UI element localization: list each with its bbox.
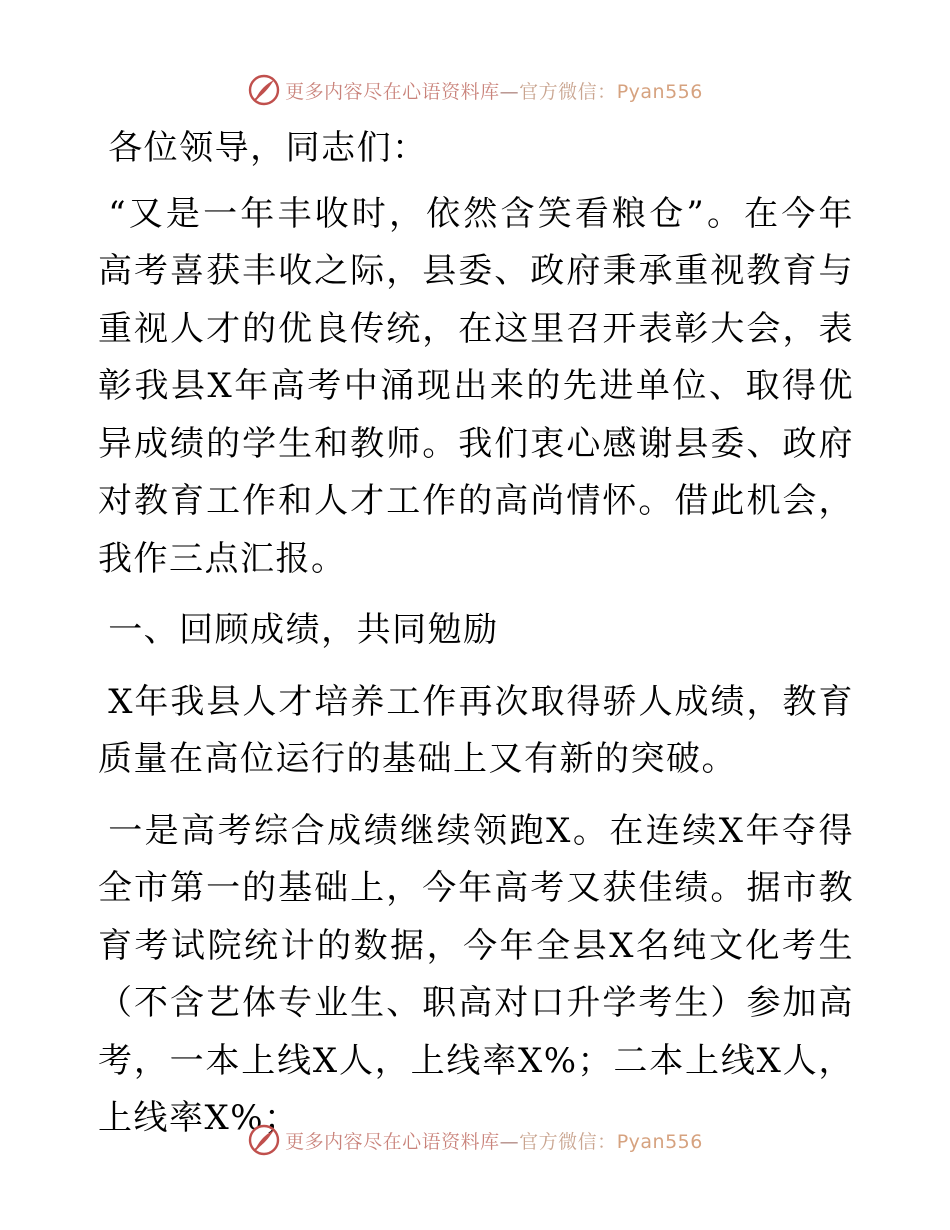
paragraph-exam-results: 一是高考综合成绩继续领跑X。在连续X年夺得全市第一的基础上，今年高考又获佳绩。据市教育考试院统计的数据，今年全县X名纯文化考生（不含艺体专业生、职高对口升学考生）参加高考，一本上线X人，上线率X%；二本上线X人，上线率X%； [98, 810, 854, 1138]
document-body [98, 120, 854, 1148]
watermark-text [285, 77, 703, 104]
section-heading-1: 一、回顾成绩，共同勉励 [108, 610, 499, 650]
feather-pen-logo-icon [247, 73, 281, 107]
watermark-wechat-id: Pyan556 [616, 80, 703, 103]
footer-watermark [0, 1122, 950, 1158]
header-watermark [0, 72, 950, 108]
watermark-wechat-label: 官方微信： [519, 80, 617, 103]
paragraph-opening: “又是一年丰收时，依然含笑看粮仓”。在今年高考喜获丰收之际，县委、政府秉承重视教育与重视人才的优良传统，在这里召开表彰大会，表彰我县X年高考中涌现出来的先进单位、取得优异成绩的学生和教师。我们衷心感谢县委、政府对教育工作和人才工作的高尚情怀。借此机会，我作三点汇报。 [98, 193, 854, 579]
watermark-dash: — [499, 1130, 520, 1153]
watermark-dash: — [499, 80, 520, 103]
watermark-site-name: 更多内容尽在心语资料库 [285, 1130, 500, 1153]
feather-pen-logo-icon [247, 1123, 281, 1157]
paragraph-achievement-summary: X年我县人才培养工作再次取得骄人成绩，教育质量在高位运行的基础上又有新的突破。 [98, 681, 854, 779]
watermark-site-name: 更多内容尽在心语资料库 [285, 80, 500, 103]
greeting: 各位领导，同志们： [108, 128, 428, 168]
watermark-wechat-id: Pyan556 [616, 1130, 703, 1153]
watermark-text [285, 1127, 703, 1154]
watermark-wechat-label: 官方微信： [519, 1130, 617, 1153]
